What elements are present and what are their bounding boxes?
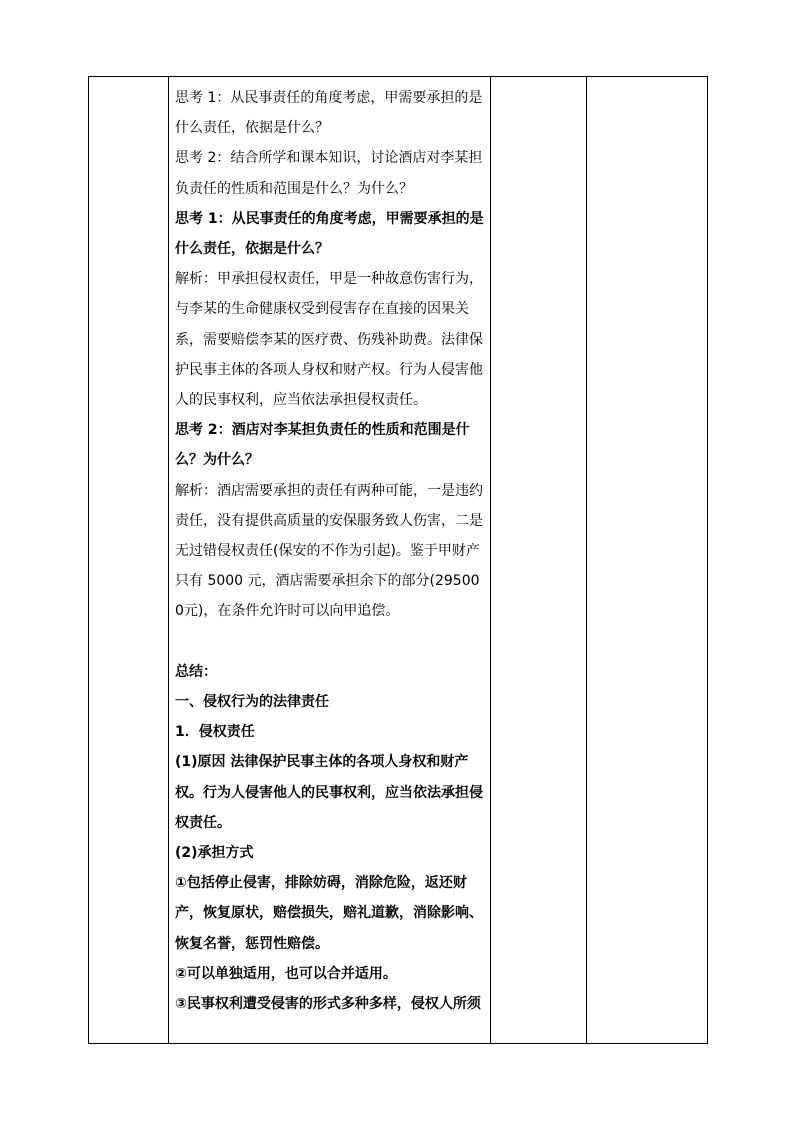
question-1-answer: 解析：甲承担侵权责任，甲是一种故意伤害行为，与李某的生命健康权受到侵害存在直接的因果关系，需要赔偿李某的医疗费、伤残补助费。法律保护民事主体的各项人身权和财产权。行为人侵害他人的民事权利，应当依法承担侵权责任。 <box>175 271 483 409</box>
method-item-3: ③民事权利遭受侵害的形式多种多样，侵权人所须 <box>175 996 481 1013</box>
subsection-heading: 1．侵权责任 <box>175 724 255 741</box>
section-heading: 一、侵权行为的法律责任 <box>175 694 329 711</box>
method-item-2: ②可以单独适用，也可以合并适用。 <box>175 965 397 982</box>
question-2-prompt: 思考 2：结合所学和课本知识，讨论酒店对李某担负责任的性质和范围是什么？为什么？ <box>175 150 483 197</box>
table-row <box>89 77 708 1044</box>
table-cell-4 <box>587 77 708 1044</box>
method-title: (2)承担方式 <box>175 845 254 862</box>
question-2-title: 思考 2：酒店对李某担负责任的性质和范围是什么？为什么？ <box>175 422 470 469</box>
table-cell-1 <box>89 77 169 1044</box>
blank-line <box>175 627 486 657</box>
table-cell-3 <box>491 77 587 1044</box>
reason-text: (1)原因 法律保护民事主体的各项人身权和财产权。行为人侵害他人的民事权利，应当依法承担侵权责任。 <box>175 754 483 831</box>
summary-title: 总结： <box>175 663 217 680</box>
question-1-prompt: 思考 1：从民事责任的角度考虑，甲需要承担的是什么责任，依据是什么？ <box>175 90 483 137</box>
question-1-title: 思考 1：从民事责任的角度考虑，甲需要承担的是什么责任，依据是什么？ <box>175 210 484 258</box>
question-2-answer: 解析：酒店需要承担的责任有两种可能，一是违约责任，没有提供高质量的安保服务致人伤害，二是无过错侵权责任(保安的不作为引起)。鉴于甲财产只有 5000 元，酒店需要承担余下的部分(295000元)，在条件允许时可以向甲追偿。 <box>175 482 483 620</box>
lesson-table <box>88 76 708 1044</box>
table-cell-content <box>169 77 491 1044</box>
method-item-1: ①包括停止侵害，排除妨碍，消除危险，返还财产，恢复原状，赔偿损失，赔礼道歉，消除影响、恢复名誉，惩罚性赔偿。 <box>175 875 483 952</box>
content-body <box>169 77 490 1043</box>
